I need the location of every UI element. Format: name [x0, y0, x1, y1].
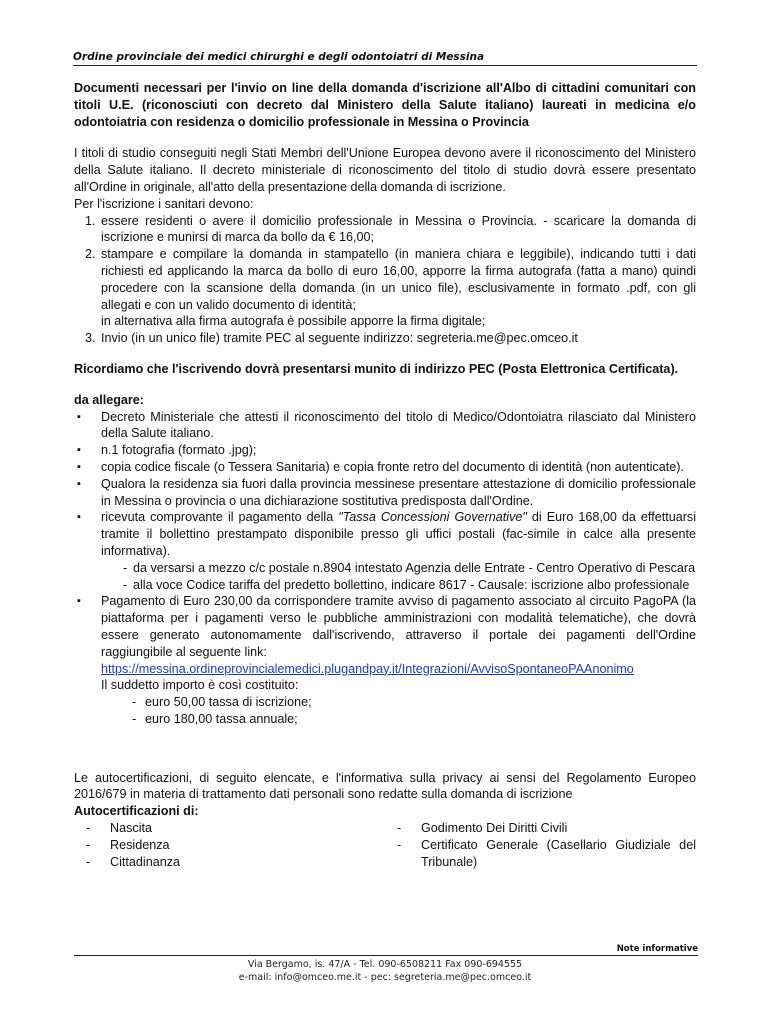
steps-list	[74, 213, 696, 347]
step-text: Invio (in un unico file) tramite PEC al seguente indirizzo: segreteria.me@pec.omceo.it	[101, 331, 578, 346]
step-text: stampare e compilare la domanda in stampatello (in maniera chiara e leggibile), indicando tutti i dati richiesti ed applicando la marca da bollo di euro 16,00, apporre la firma autografa (fatta a mano) quindi procedere con la scansione della domanda (in un unico file), esclusivamente in formato .pdf, con gli allegati e con un valido documento di identità;	[101, 247, 696, 312]
autocert-item: - Nascita	[110, 820, 385, 837]
autocert-item: - Certificato Generale (Casellario Giudiziale del Tribunale)	[421, 837, 696, 871]
autocert-intro: Le autocertificazioni, di seguito elencate, e l'informativa sulla privacy ai sensi del Regolamento Europeo 2016/679 in materia di trattamento dati personali sono redatte sulla domanda di iscrizione	[74, 770, 696, 802]
amount-item: - euro 180,00 tassa annuale;	[145, 711, 696, 728]
amount-note: Il suddetto importo è così costituito:	[101, 678, 299, 693]
attach-item: ▪ Decreto Ministeriale che attesti il riconoscimento del titolo di Medico/Odontoiatra rilasciato dal Ministero della Salute italiano.	[99, 409, 696, 443]
autocert-columns	[74, 820, 696, 870]
autocert-item: - Cittadinanza	[110, 854, 385, 871]
tax-detail: - da versarsi a mezzo c/c postale n.8904 intestato Agenzia delle Entrate - Centro Operativo di Pescara	[133, 560, 696, 577]
attachments-list	[74, 409, 696, 728]
attach-item	[99, 593, 696, 727]
step-extra: in alternativa alla firma autografa è possibile apporre la firma digitale;	[101, 314, 486, 329]
attach-item: ▪ copia codice fiscale (o Tessera Sanitaria) e copia fronte retro del documento di identità (non autenticate).	[99, 459, 696, 476]
autocert-left	[74, 820, 385, 870]
page-footer	[0, 958, 770, 984]
autocert-item: - Godimento Dei Diritti Civili	[421, 820, 696, 837]
autocert-heading: Autocertificazioni di:	[74, 804, 199, 819]
amount-item: - euro 50,00 tassa di iscrizione;	[145, 694, 696, 711]
footer-contacts: e-mail: info@omceo.me.it - pec: segreteria.me@pec.omceo.it	[238, 972, 532, 983]
note-label: Note informative	[74, 944, 698, 956]
step-item	[99, 330, 696, 347]
pec-notice: Ricordiamo che l'iscrivendo dovrà presentarsi munito di indirizzo PEC (Posta Elettronica Certificata).	[74, 361, 679, 376]
attach-heading: da allegare:	[74, 392, 144, 407]
autocert-right	[385, 820, 696, 870]
step-item	[99, 213, 696, 247]
autocert-item: - Residenza	[110, 837, 385, 854]
attach-text: Pagamento di Euro 230,00 da corrispondere tramite avviso di pagamento associato al circuito PagoPA (la piattaforma per i pagamenti verso le pubbliche amministrazioni con modalità telematiche), che dovrà essere generato autonomamente dall'iscrivendo, attraverso il portale dei pagamenti dell'Ordine raggiungibile al seguente link:	[101, 594, 696, 659]
step-text: essere residenti o avere il domicilio professionale in Messina o Provincia. - scaricare la domanda di iscrizione e munirsi di marca da bollo da € 16,00;	[101, 213, 696, 245]
attach-item	[99, 509, 696, 593]
steps-intro: Per l'iscrizione i sanitari devono:	[74, 196, 254, 211]
footer-address: Via Bergamo, is. 47/A - Tel. 090-6508211 Fax 090-694555	[247, 959, 523, 970]
page-header: Ordine provinciale dei medici chirurghi e degli odontoiatri di Messina	[73, 51, 697, 66]
attach-item: ▪ n.1 fotografia (formato .jpg);	[99, 442, 696, 459]
amount-breakdown	[101, 694, 696, 728]
attach-text: ricevuta comprovante il pagamento della	[101, 510, 339, 525]
step-item	[99, 246, 696, 330]
tax-name: "Tassa Concessioni Governative"	[338, 510, 527, 525]
pagopa-link[interactable]: https://messina.ordineprovincialemedici.plugandpay.it/Integrazioni/AvvisoSpontaneoPAAnonimo	[101, 661, 634, 676]
document-title: Documenti necessari per l'invio on line della domanda d'iscrizione all'Albo di cittadini comunitari con titoli U.E. (riconosciuti con decreto dal Ministero della Salute italiano) laureati in medicina e/o odontoiatria con residenza o domicilio professionale in Messina o Provincia	[74, 81, 696, 129]
attach-text: di Euro 168,00 da effettuarsi tramite il bollettino prestampato disponibile presso gli uffici postali (fac-simile in calce alla presente informativa).	[101, 510, 696, 558]
intro-paragraph: I titoli di studio conseguiti negli Stati Membri dell'Unione Europea devono avere il riconoscimento del Ministero della Salute italiano. Il decreto ministeriale di riconoscimento del titolo di studio dovrà essere presentato all'Ordine in originale, all'atto della presentazione della domanda di iscrizione.	[74, 146, 696, 194]
tax-details	[101, 560, 696, 594]
attach-item: ▪ Qualora la residenza sia fuori dalla provincia messinese presentare attestazione di domicilio professionale in Messina o provincia o una dichiarazione sostitutiva predisposta dall'Ordine.	[99, 476, 696, 510]
document-body	[74, 80, 696, 870]
tax-detail: - alla voce Codice tariffa del predetto bollettino, indicare 8617 - Causale: iscrizione albo professionale	[133, 577, 696, 594]
